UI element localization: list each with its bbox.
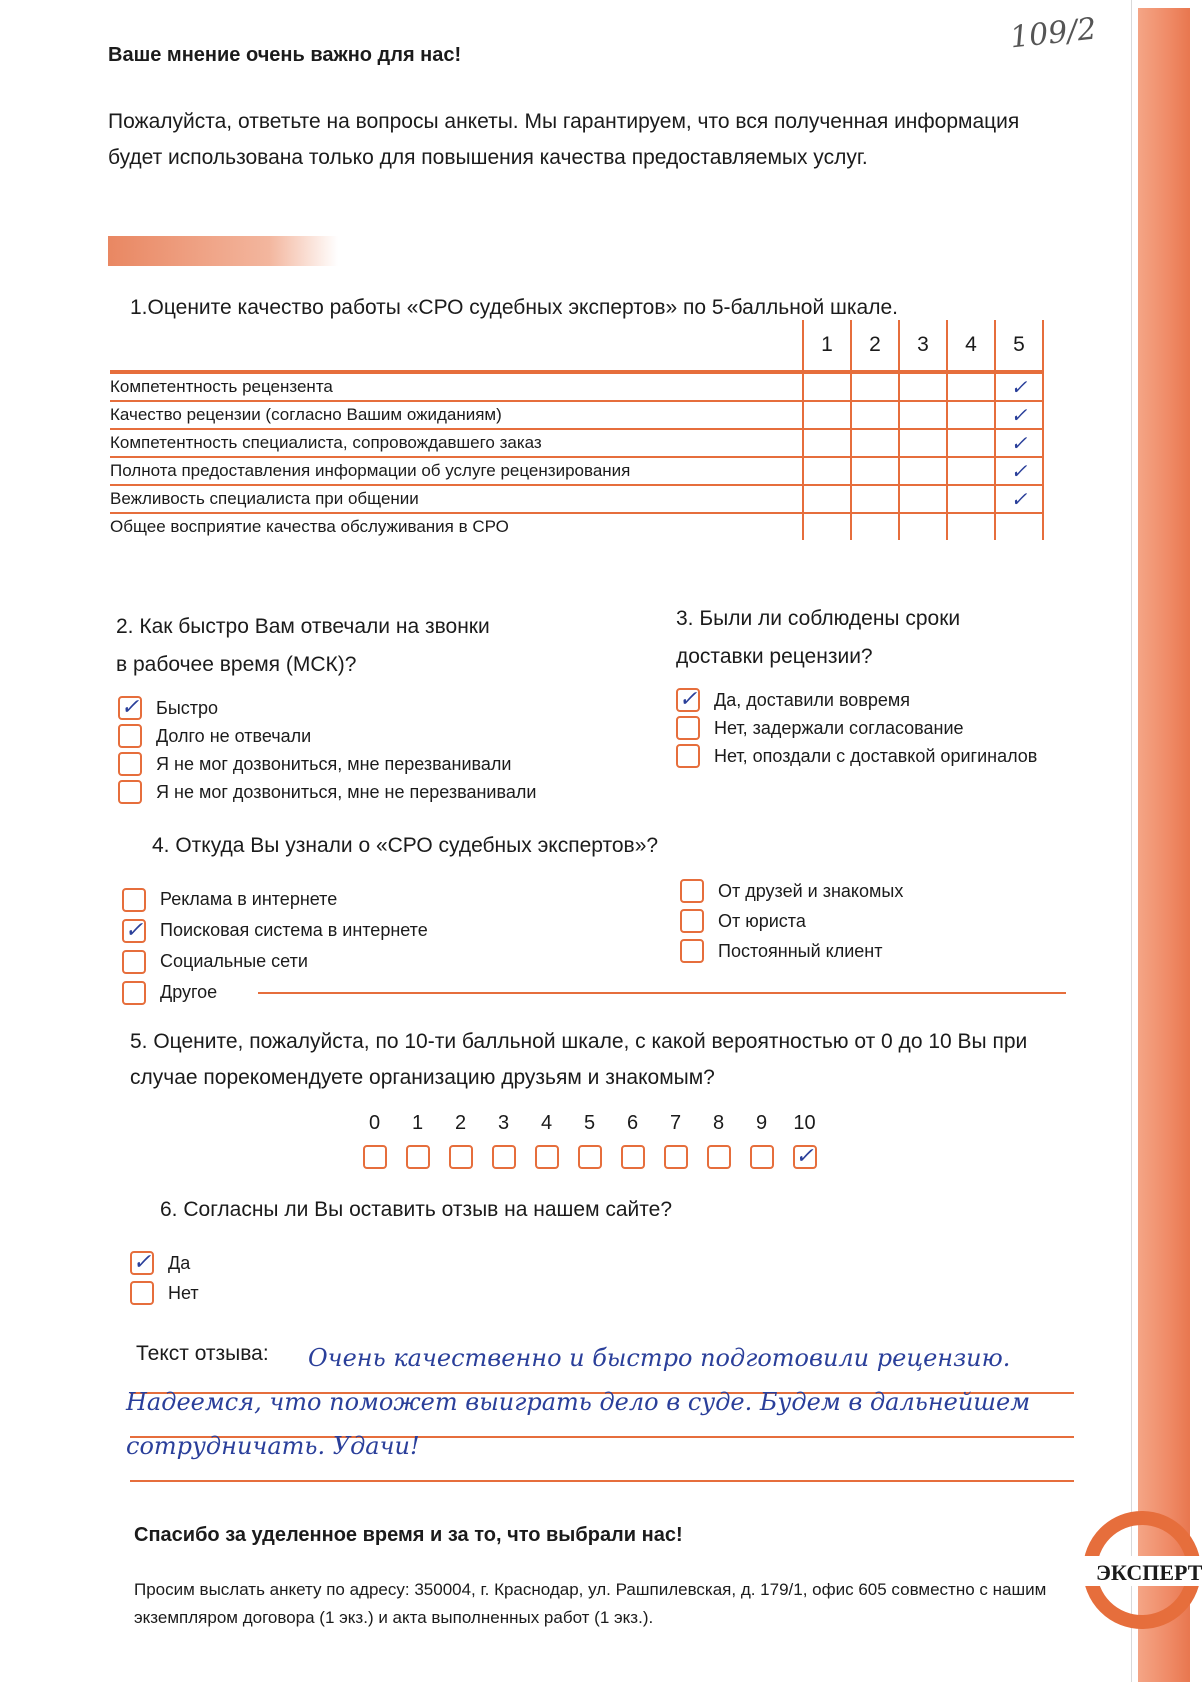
checkbox[interactable] (492, 1145, 516, 1169)
q4-option-label: Социальные сети (160, 951, 308, 971)
q6-title: 6. Согласны ли Вы оставить отзыв на нашем сайте? (160, 1198, 673, 1221)
checkbox[interactable] (130, 1281, 154, 1305)
checkbox-checked[interactable]: ✓ (122, 919, 146, 943)
q4-option (122, 884, 428, 915)
q2-option-label: Я не мог дозвониться, мне не перезванивали (156, 781, 537, 802)
q5-scale-number: 1 (411, 1112, 424, 1134)
q6-option (130, 1278, 199, 1308)
q1-row-label: Вежливость специалиста при общении (110, 485, 803, 513)
checkbox[interactable] (707, 1145, 731, 1169)
q1-cell[interactable] (803, 485, 851, 513)
q1-cell[interactable] (899, 513, 947, 540)
q5-scale-item (792, 1112, 817, 1169)
q1-cell[interactable] (899, 372, 947, 401)
q1-rating-table (110, 320, 1045, 540)
review-line (130, 1480, 1074, 1482)
checkbox-checked[interactable]: ✓ (118, 696, 142, 720)
checkbox[interactable] (122, 981, 146, 1005)
checkbox[interactable] (750, 1145, 774, 1169)
q3-title (676, 600, 1106, 676)
q4-option-label: От юриста (718, 910, 806, 931)
q1-check-mark[interactable]: ✓ (995, 485, 1043, 513)
checkbox[interactable] (122, 950, 146, 974)
q4-option-label: От друзей и знакомых (718, 880, 904, 901)
q1-cell[interactable] (947, 401, 995, 429)
checkbox[interactable] (449, 1145, 473, 1169)
checkbox-checked[interactable]: ✓ (793, 1145, 817, 1169)
q1-cell[interactable] (947, 429, 995, 457)
q5-scale-number: 4 (540, 1112, 553, 1134)
q1-check-mark[interactable]: ✓ (995, 372, 1043, 401)
page-edge-line (1131, 0, 1132, 1682)
q5-scale-item (749, 1112, 774, 1169)
q1-row (110, 401, 1043, 429)
q4-option-label: Постоянный клиент (718, 940, 883, 961)
q5-scale-number: 6 (626, 1112, 639, 1134)
checkbox[interactable] (621, 1145, 645, 1169)
checkbox[interactable] (406, 1145, 430, 1169)
q1-cell[interactable] (899, 429, 947, 457)
q3-option (676, 714, 1037, 742)
q4-option (122, 946, 428, 977)
expert-logo (1082, 1500, 1202, 1640)
q1-cell[interactable] (851, 485, 899, 513)
checkbox[interactable] (680, 879, 704, 903)
q1-cell[interactable] (947, 485, 995, 513)
q1-cell[interactable] (947, 513, 995, 540)
q1-scale-3: 3 (899, 320, 947, 372)
q5-scale-number: 0 (368, 1112, 381, 1134)
q5-scale-number: 10 (793, 1112, 816, 1134)
q5-scale-item (448, 1112, 473, 1169)
q1-cell[interactable] (851, 457, 899, 485)
q5-scale-number: 3 (497, 1112, 510, 1134)
q6-option-label: Нет (168, 1282, 199, 1303)
q1-cell[interactable] (803, 429, 851, 457)
q5-scale-number: 5 (583, 1112, 596, 1134)
q1-cell[interactable] (947, 372, 995, 401)
q1-check-mark[interactable]: ✓ (995, 401, 1043, 429)
q3-options (676, 686, 1037, 770)
q5-scale-number: 2 (454, 1112, 467, 1134)
q1-check-mark[interactable]: ✓ (995, 429, 1043, 457)
q1-row-label: Компетентность рецензента (110, 372, 803, 401)
q4-option (122, 915, 428, 946)
q5-scale-item (620, 1112, 645, 1169)
checkbox-checked[interactable]: ✓ (130, 1251, 154, 1275)
q1-cell[interactable] (803, 457, 851, 485)
q1-header-blank (110, 320, 803, 372)
q5-scale-number: 8 (712, 1112, 725, 1134)
checkbox[interactable] (363, 1145, 387, 1169)
q1-scale-2: 2 (851, 320, 899, 372)
q1-row (110, 429, 1043, 457)
q1-cell[interactable] (851, 429, 899, 457)
q1-title: 1.Оцените качество работы «СРО судебных экспертов» по 5-балльной шкале. (130, 296, 898, 319)
side-decor-stripe (1138, 8, 1190, 1682)
q1-scale-1: 1 (803, 320, 851, 372)
footer-address: Просим выслать анкету по адресу: 350004, г. Краснодар, ул. Рашпилевская, д. 179/1, офис 605 совместно с нашим экземпляром договора (1 экз.) и акта выполненных работ (1 экз.). (134, 1580, 1047, 1627)
q2-title-line2: в рабочее время (МСК)? (116, 653, 357, 676)
q3-option-label: Да, доставили вовремя (714, 689, 911, 710)
q1-row-label: Качество рецензии (согласно Вашим ожиданиям) (110, 401, 803, 429)
q1-scale-5: 5 (995, 320, 1043, 372)
checkbox[interactable] (680, 909, 704, 933)
q1-cell[interactable] (899, 485, 947, 513)
q2-title (116, 608, 576, 684)
q2-option-label: Быстро (156, 697, 219, 718)
q6-options (130, 1248, 199, 1308)
q5-scale-item (362, 1112, 387, 1169)
q2-option (118, 694, 536, 722)
q4-option-label: Реклама в интернете (160, 889, 338, 909)
q1-cell[interactable] (947, 457, 995, 485)
q4-title: 4. Откуда Вы узнали о «СРО судебных экспертов»? (152, 834, 659, 857)
q1-cell[interactable] (803, 513, 851, 540)
q1-row (110, 457, 1043, 485)
q4-option (680, 906, 903, 936)
q5-scale-item (706, 1112, 731, 1169)
q3-option-label: Нет, опоздали с доставкой оригиналов (714, 745, 1038, 766)
q1-row-label: Компетентность специалиста, сопровождавшего заказ (110, 429, 803, 457)
q1-row (110, 485, 1043, 513)
q3-title-line2: доставки рецензии? (676, 645, 873, 668)
q2-option (118, 722, 536, 750)
q5-scale-item (405, 1112, 430, 1169)
thanks-text: Спасибо за уделенное время и за то, что выбрали нас! (134, 1524, 683, 1546)
checkbox[interactable] (578, 1145, 602, 1169)
checkbox[interactable] (118, 724, 142, 748)
q6-option-label: Да (168, 1252, 191, 1273)
q2-title-line1: 2. Как быстро Вам отвечали на звонки (116, 615, 490, 638)
checkbox[interactable] (122, 888, 146, 912)
q5-scale (362, 1112, 817, 1169)
q1-row-label: Общее восприятие качества обслуживания в СРО (110, 517, 509, 536)
q5-scale-item (534, 1112, 559, 1169)
other-answer-line[interactable] (258, 992, 1066, 994)
checkbox[interactable] (676, 744, 700, 768)
q6-option (130, 1248, 199, 1278)
checkbox-checked[interactable]: ✓ (676, 688, 700, 712)
checkbox[interactable] (676, 716, 700, 740)
q3-option-label: Нет, задержали согласование (714, 717, 964, 738)
q5-title: 5. Оцените, пожалуйста, по 10-ти балльной шкале, с какой вероятностью от 0 до 10 Вы при случае порекомендуете организацию друзьям и знакомым? (130, 1030, 1028, 1089)
q2-option-label: Долго не отвечали (156, 725, 312, 746)
section-bar (108, 236, 338, 266)
q1-cell[interactable] (851, 372, 899, 401)
q2-option (118, 778, 536, 806)
checkbox[interactable] (535, 1145, 559, 1169)
q1-cell[interactable] (899, 457, 947, 485)
q3-option (676, 742, 1037, 770)
q5-scale-number: 9 (755, 1112, 768, 1134)
q4-option (680, 936, 903, 966)
q1-row (110, 513, 1043, 540)
q2-options (118, 694, 536, 806)
checkbox[interactable] (118, 780, 142, 804)
q4-options-left (122, 884, 428, 1008)
logo-ring-icon (1082, 1500, 1202, 1640)
q3-option (676, 686, 1037, 714)
page-heading: Ваше мнение очень важно для нас! (108, 44, 462, 66)
logo-text: ЭКСПЕРТ (1096, 1560, 1202, 1585)
checkbox[interactable] (680, 939, 704, 963)
q1-cell[interactable] (995, 513, 1043, 540)
q3-title-line1: 3. Были ли соблюдены сроки (676, 607, 961, 630)
q1-header-row (110, 320, 1043, 372)
q5-scale-item (491, 1112, 516, 1169)
q2-option-label: Я не мог дозвониться, мне перезванивали (156, 753, 512, 774)
q1-cell[interactable] (803, 401, 851, 429)
q1-cell[interactable] (899, 401, 947, 429)
q4-option-label: Другое (160, 982, 218, 1002)
q1-cell[interactable] (851, 513, 899, 540)
handwritten-number: 109/2 (1008, 11, 1099, 56)
q5-scale-item (663, 1112, 688, 1169)
q1-row-label: Полнота предоставления информации об услуге рецензирования (110, 457, 803, 485)
q1-cell[interactable] (851, 401, 899, 429)
q1-row (110, 372, 1043, 401)
checkbox[interactable] (664, 1145, 688, 1169)
intro-text: Пожалуйста, ответьте на вопросы анкеты. Мы гарантируем, что вся полученная информация будет использована только для повышения качества предоставляемых услуг. (108, 110, 1020, 169)
review-text[interactable]: Очень качественно и быстро подготовили рецензию. Надеемся, что поможет выиграть дело в суде. Будем в дальнейшем сотрудничать. Удачи! (126, 1344, 1031, 1460)
q5-scale-number: 7 (669, 1112, 682, 1134)
q5-scale-item (577, 1112, 602, 1169)
q1-check-mark[interactable]: ✓ (995, 457, 1043, 485)
checkbox[interactable] (118, 752, 142, 776)
q1-scale-4: 4 (947, 320, 995, 372)
review-label: Текст отзыва: (136, 1342, 269, 1365)
q1-cell[interactable] (803, 372, 851, 401)
q4-option-label: Поисковая система в интернете (160, 920, 428, 940)
q2-option (118, 750, 536, 778)
q4-option (680, 876, 903, 906)
q4-options-right (680, 876, 903, 966)
